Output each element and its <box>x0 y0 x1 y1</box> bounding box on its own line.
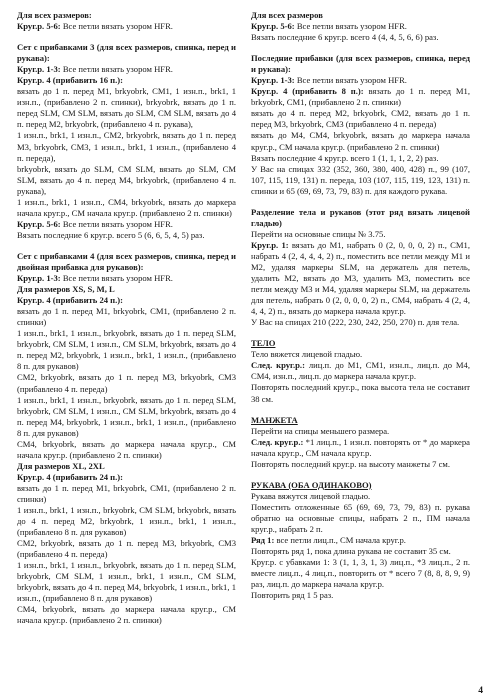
instruction-paragraph: вязать до 1 п. перед M1, brkyobrk, CM1, 1 изн.п., brk1, 1 изн.п., (прибавлено 2 п. спинки), brkyobrk, вязать до 1 п. перед SLM, CM SLM, вязать до SLM, CM SLM, вязать до 4 п. перед M2, brkyobrk, (прибавлено 4 п. рукава), <box>17 86 236 130</box>
instruction-paragraph: CM2, brkyobrk, вязать до 1 п. перед M3, brkyobrk, CM3 (прибавлено 4 п. переда) <box>17 372 236 394</box>
instruction-paragraph: brkyobrk, вязать до SLM, CM SLM, вязать до SLM, CM SLM, вязать до 4 п. перед M4, brkyobrk, (прибавлено 4 п. рукава), <box>17 163 236 196</box>
instruction-paragraph: Круг.р. 4 (прибавить 8 п.): вязать до 1 п. перед M1, brkyobrk, CM1, (прибавлено 2 п. спинки) <box>251 86 470 108</box>
section-heading: Разделение тела и рукавов (этот ряд вязать лицевой гладью) <box>251 206 470 228</box>
instruction-paragraph: вязать до M4, CM4, brkyobrk, вязать до маркера начала круг.р., CM начала круг.р. (прибавлено 2 п. спинки) <box>251 130 470 152</box>
stitch-count-paragraph: У Вас на спицах 332 (352, 360, 380, 400, 428) п., 99 (107, 107, 115, 119, 131) п. переда, 103 (107, 115, 119, 123, 131) п. спинки и 65 (69, 69, 73, 79, 83) п. для каждого рукава. <box>251 163 470 196</box>
instruction-paragraph: Поместить отложенные 65 (69, 69, 73, 79, 83) п. рукава обратно на основные спицы, набрать 2 п., ПМ начала круг.р., набрать 2 п. <box>251 501 470 534</box>
all-sizes-label: Для всех размеров <box>251 10 323 20</box>
instruction-paragraph: Повторить ряд 1 5 раз. <box>251 590 334 601</box>
instruction-line: Рукава вяжутся лицевой гладью. <box>251 490 371 501</box>
instruction-line: Круг.р. 1-3: Все петли вязать узором HFR. <box>17 64 173 75</box>
section-heading-sleeves: РУКАВА (ОБА ОДИНАКОВО) <box>251 479 372 490</box>
instruction-paragraph: CM4, brkyobrk, вязать до маркера начала круг.р., CM начала круг.р. (прибавлено 2 п. спинки) <box>17 438 236 460</box>
round-heading: Круг.р. 4 (прибавить 24 п.): <box>17 295 124 306</box>
section-heading-body: ТЕЛО <box>251 338 276 349</box>
page-number: 4 <box>478 686 483 696</box>
instruction-paragraph: Повторять последний круг.р., пока высота тела не составит 38 см. <box>251 382 470 404</box>
instruction-paragraph: 1 изн.п., brk1, 1 изн.п., brkyobrk, вязать до 1 п. перед SLM, brkyobrk, CM SLM, 1 изн.п., CM SLM, brkyobrk, вязать до 4 п. перед M2, brkyobrk, 1 изн.п., brk1, 1 изн.п., (прибавлено 8 п. для рукавов) <box>17 328 236 372</box>
round-heading: Круг.р. 4 (прибавить 16 п.): <box>17 75 124 86</box>
instruction-paragraph: След. круг.р.: лиц.п. до M1, CM1, изн.п., лиц.п. до M4, CM4, изн.п., лиц.п. до маркера начала круг.р. <box>251 360 470 382</box>
instruction-paragraph: CM4, brkyobrk, вязать до маркера начала круг.р., CM начала круг.р. (прибавлено 2 п. спинки) <box>17 604 236 626</box>
section-heading: Последние прибавки (для всех размеров, спинка, перед и рукава): <box>251 53 470 75</box>
instruction-line: Круг.р. 5-6: Все петли вязать узором HFR. <box>251 21 407 32</box>
instruction-line: Тело вяжется лицевой гладью. <box>251 349 363 360</box>
sizes-heading: Для размеров XS, S, M, L <box>17 284 115 295</box>
stitch-count-paragraph: У Вас на спицах 210 (222, 230, 242, 250, 270) п. для тела. <box>251 317 460 328</box>
instruction-line: Круг.р. 5-6: Все петли вязать узором HFR. <box>17 21 173 32</box>
instruction-line: Перейти на основные спицы № 3.75. <box>251 228 386 239</box>
instruction-paragraph: 1 изн.п., brk1, 1 изн.п., brkyobrk, CM SLM, brkyobrk, вязать до 4 п. перед M2, brkyobrk, 1 изн.п., brk1, 1 изн.п., (прибавлено 8 п. для рукавов) <box>17 505 236 538</box>
instruction-line: Перейти на спицы меньшего размера. <box>251 425 390 436</box>
instruction-line: Круг.р. 5-6: Все петли вязать узором HFR. <box>17 218 173 229</box>
section-heading: Сет с прибавками 4 (для всех размеров, спинка, перед и двойная прибавка для рукавов): <box>17 250 236 272</box>
instruction-paragraph: 1 изн.п., brk1, 1 изн.п., brkyobrk, вязать до 1 п. перед SLM, brkyobrk, CM SLM, 1 изн.п., CM SLM, brkyobrk, вязать до 4 п. перед M4, brkyobrk, 1 изн.п., brk1, 1 изн.п., (прибавлено 8 п. для рукавов) <box>17 394 236 438</box>
instruction-paragraph: вязать до 1 п. перед M1, brkyobrk, CM1, (прибавлено 2 п. спинки) <box>17 306 236 328</box>
instruction-paragraph: Ряд 1: все петли лиц.п., CM начала круг.р. <box>251 535 406 546</box>
round-heading: Круг.р. 4 (прибавить 24 п.): <box>17 471 124 482</box>
instruction-paragraph: CM2, brkyobrk, вязать до 1 п. перед M3, brkyobrk, CM3 (прибавлено 4 п. переда) <box>17 538 236 560</box>
instruction-line: Вязать последние 6 круг.р. всего 5 (6, 6, 5, 4, 5) раз. <box>17 229 205 240</box>
instruction-paragraph: 1 изн.п., brk1, 1 изн.п., CM2, brkyobrk, вязать до 1 п. перед M3, brkyobrk, CM3, 1 изн.п., brk1, 1 изн.п., (прибавлено 4 п. переда), <box>17 130 236 163</box>
instruction-line: Круг.р. 1-3: Все петли вязать узором HFR. <box>17 273 173 284</box>
sizes-heading: Для размеров XL, 2XL <box>17 460 105 471</box>
instruction-paragraph: Повторять последний круг.р. на высоту манжеты 7 см. <box>251 458 450 469</box>
instruction-line: Круг.р. 1-3: Все петли вязать узором HFR. <box>251 75 407 86</box>
instruction-paragraph: вязать до 4 п. перед M2, brkyobrk, CM2, вязать до 1 п. перед M3, brkyobrk, CM3 (прибавлено 4 п. переда) <box>251 108 470 130</box>
instruction-paragraph: Круг.р. 1: вязать до M1, набрать 0 (2, 0, 0, 0, 2) п., CM1, набрать 4 (2, 4, 4, 4, 2) п., поместить все петли между M1 и M2, удаляя маркеры SLM, на держатель для петель, удалить M2, вязать до M3, удалить M3, поместить все петли между M3 и M4, удаляя маркеры SLM, на держатель для петель, набрать 0 (2, 0, 0, 0, 2) п., CM4, набрать 4 (2, 4, 4, 4, 2) п., вязать до маркера начала круг.р. <box>251 239 470 317</box>
section-heading-cuff: МАНЖЕТА <box>251 414 298 425</box>
instruction-paragraph: След. круг.р.: *1 лиц.п., 1 изн.п. повторять от * до маркера начала круг.р., CM начала круг.р. <box>251 436 470 458</box>
section-heading: Сет с прибавками 3 (для всех размеров, спинка, перед и рукава): <box>17 42 236 64</box>
left-column <box>17 10 236 700</box>
all-sizes-label: Для всех размеров: <box>17 10 92 20</box>
instruction-line: Вязать последние 6 круг.р. всего 4 (4, 4, 5, 6, 6) раз. <box>251 32 439 43</box>
instruction-paragraph: вязать до 1 п. перед M1, brkyobrk, CM1, (прибавлено 2 п. спинки) <box>17 482 236 504</box>
instruction-paragraph: 1 изн.п., brk1, 1 изн.п., CM4, brkyobrk, вязать до маркера начала круг.р., CM начала круг.р. (прибавлено 2 п. спинки) <box>17 196 236 218</box>
instruction-paragraph: Круг.р. с убавками 1: 3 (1, 1, 3, 1, 3) лиц.п., *3 лиц.п., 2 п. вместе лиц.п., 4 лиц.п., повторить от * всего 7 (8, 8, 8, 9, 9) раз, лиц.п. до маркера начала круг.р. <box>251 557 470 590</box>
instruction-paragraph: Вязать последние 4 круг.р. всего 1 (1, 1, 1, 2, 2) раз. <box>251 152 439 163</box>
right-column <box>251 10 470 700</box>
instruction-paragraph: Повторять ряд 1, пока длина рукава не составит 35 см. <box>251 546 451 557</box>
instruction-paragraph: 1 изн.п., brk1, 1 изн.п., brkyobrk, вязать до 1 п. перед SLM, brkyobrk, CM SLM, 1 изн.п., brk1, 1 изн.п., CM SLM, brkyobrk, вязать до 4 п. перед M4, brkyobrk, 1 изн.п., brk1, 1 изн.п., (прибавлено 8 п. для рукавов) <box>17 560 236 604</box>
